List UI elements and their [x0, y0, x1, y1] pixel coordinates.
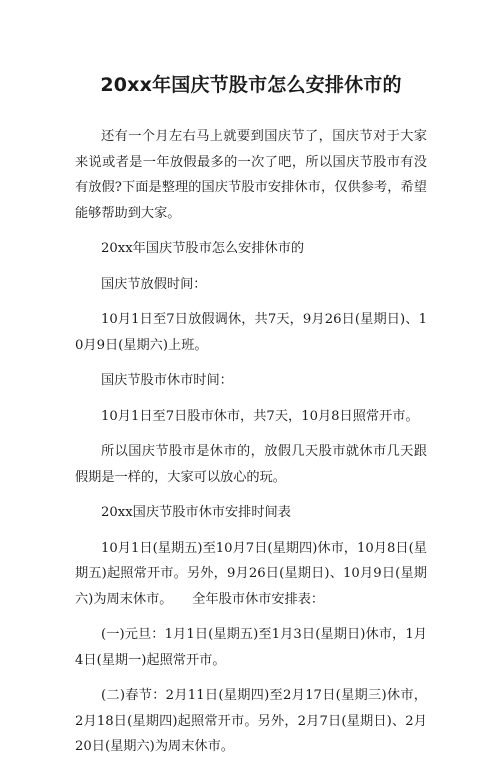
paragraph-summary: 所以国庆节股市是休市的，放假几天股市就休市几天跟假期是一样的，大家可以放心的玩。	[75, 444, 427, 485]
paragraph-schedule-heading: 20xx国庆节股市休市安排时间表	[101, 505, 291, 520]
paragraph-schedule-detail: 10月1日(星期五)至10月7日(星期四)休市，10月8日(星期五)起照常开市。另外，9月26日(星期日)、10月9日(星期六)为周末休市。 全年股市休市安排表：	[75, 540, 427, 607]
paragraph-holiday-dates: 10月1日至7日放假调休，共7天，9月26日(星期日)、10月9日(星期六)上班。	[75, 312, 427, 353]
paragraph-new-year: (一)元旦：1月1日(星期五)至1月3日(星期日)休市，1月4日(星期一)起照常开市。	[75, 627, 427, 668]
document-page	[75, 72, 427, 770]
paragraph-heading: 20xx年国庆节股市怎么安排休市的	[101, 241, 305, 256]
paragraph-closure-label: 国庆节股市休市时间：	[101, 373, 233, 388]
paragraph-intro: 还有一个月左右马上就要到国庆节了，国庆节对于大家来说或者是一年放假最多的一次了吧，所以国庆节股市有没有放假?下面是整理的国庆节股市安排休市，仅供参考，希望能够帮助到大家。	[75, 129, 427, 221]
paragraph-spring-festival: (二)春节：2月11日(星期四)至2月17日(星期三)休市，2月18日(星期四)起照常开市。另外，2月7日(星期日)、2月20日(星期六)为周末休市。	[75, 688, 427, 754]
paragraph-closure-dates: 10月1日至7日股市休市，共7天，10月8日照常开市。	[101, 408, 419, 424]
paragraph-holiday-label: 国庆节放假时间：	[101, 276, 207, 292]
document-body	[75, 124, 427, 760]
document-title: 20xx年国庆节股市怎么安排休市的	[100, 74, 402, 96]
